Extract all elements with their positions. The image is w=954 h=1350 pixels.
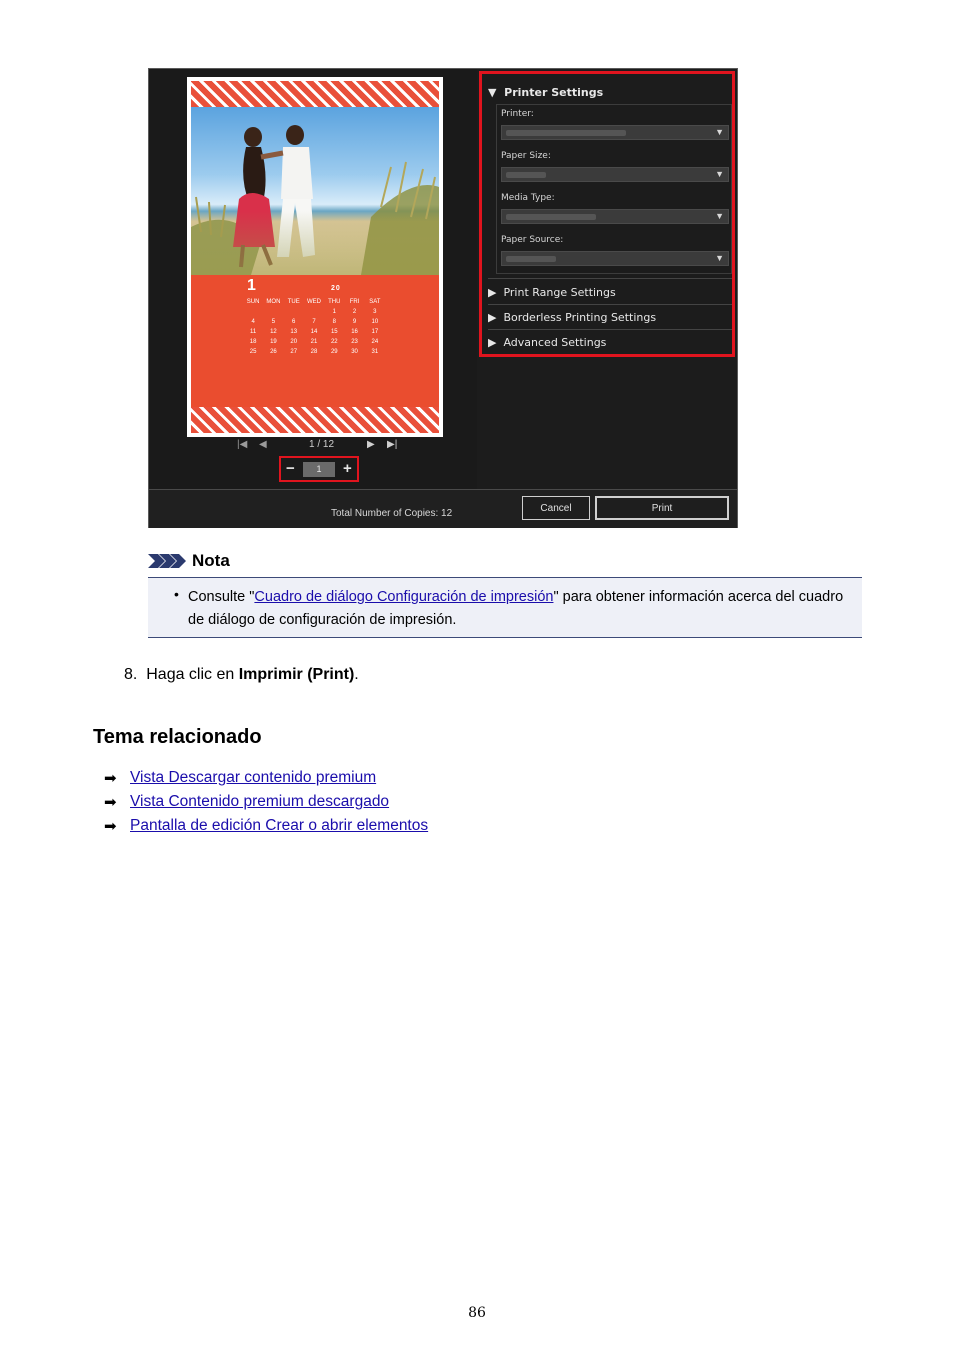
note-text <box>188 586 848 632</box>
calendar-day: 1 <box>332 309 336 315</box>
copies-stepper <box>279 456 359 482</box>
last-page-icon[interactable]: ▶| <box>387 439 398 450</box>
list-item <box>104 790 428 814</box>
calendar-day: 7 <box>312 319 316 325</box>
calendar-day: 16 <box>351 329 358 335</box>
weekday-label: WED <box>306 299 321 305</box>
step-number: 8. <box>124 666 138 683</box>
print-range-settings-header[interactable] <box>488 286 616 299</box>
calendar-day <box>263 309 283 315</box>
calendar-day: 11 <box>250 329 257 335</box>
calendar-day: 6 <box>292 319 296 325</box>
note-text-after: " para obtener información acerca del cuadro de diálogo de configuración de impresión. <box>188 589 844 628</box>
arrow-right-icon: ➡ <box>104 794 117 811</box>
first-page-icon[interactable]: |◀ <box>237 439 248 450</box>
related-links-list <box>104 766 428 838</box>
print-button[interactable]: Print <box>595 496 729 520</box>
calendar-day: 23 <box>351 339 358 345</box>
calendar-day: 27 <box>290 349 298 355</box>
related-link-download-premium[interactable]: Vista Descargar contenido premium <box>130 769 377 786</box>
weekday-label: THU <box>328 299 341 305</box>
note-heading <box>148 551 230 571</box>
weekday-label: SAT <box>369 299 381 305</box>
related-link-create-edit[interactable]: Pantalla de edición Crear o abrir elementos <box>130 817 429 834</box>
previous-page-icon[interactable]: ◀ <box>259 439 267 450</box>
note-chevrons-icon <box>148 554 186 568</box>
bullet: • <box>174 586 179 602</box>
calendar-day: 18 <box>249 339 257 345</box>
printer-label: Printer: <box>501 109 534 119</box>
copies-input[interactable]: 1 <box>303 462 335 477</box>
calendar-day: 8 <box>332 319 336 325</box>
calendar-day: 15 <box>330 329 338 335</box>
print-settings-dialog-link[interactable]: Cuadro de diálogo Configuración de impresión <box>254 589 554 605</box>
printer-select[interactable] <box>501 125 729 140</box>
arrow-right-icon: ➡ <box>104 818 117 835</box>
expanded-triangle-icon: ▼ <box>488 86 497 99</box>
list-item <box>104 814 428 838</box>
collapsed-triangle-icon: ▶ <box>488 311 497 324</box>
related-link-downloaded-premium[interactable]: Vista Contenido premium descargado <box>130 793 390 810</box>
advanced-label: Advanced Settings <box>503 336 607 349</box>
calendar-day: 4 <box>251 319 255 325</box>
divider <box>488 329 732 330</box>
media-type-select[interactable] <box>501 209 729 224</box>
printer-settings-header[interactable] <box>488 86 603 99</box>
weekday-label: FRI <box>349 299 360 305</box>
calendar-day: 28 <box>310 349 318 355</box>
page-number: 86 <box>468 1305 486 1321</box>
calendar-day <box>304 309 324 315</box>
pattern-border-bottom <box>191 407 439 433</box>
calendar-block <box>191 275 439 407</box>
step-text-before: Haga clic en <box>146 666 239 683</box>
collapsed-triangle-icon: ▶ <box>488 336 497 349</box>
weekday-label: TUE <box>287 299 300 305</box>
calendar-day: 21 <box>310 339 318 345</box>
calendar-day: 24 <box>371 339 379 345</box>
calendar-day: 5 <box>271 319 276 325</box>
calendar-day: 19 <box>270 339 277 345</box>
preview-pane <box>149 69 478 489</box>
calendar-day: 22 <box>330 339 338 345</box>
weekday-label: SUN <box>246 299 260 305</box>
settings-highlight <box>479 71 735 357</box>
calendar-day: 30 <box>351 349 358 355</box>
paper-size-select[interactable] <box>501 167 729 182</box>
advanced-settings-header[interactable] <box>488 336 606 349</box>
weekday-label: MON <box>266 299 281 305</box>
dropdown-arrow-icon: ▼ <box>715 253 724 263</box>
related-heading: Tema relacionado <box>93 726 262 748</box>
calendar-grid <box>243 299 385 355</box>
grass-overlay <box>191 195 439 275</box>
cancel-button[interactable]: Cancel <box>522 496 590 520</box>
borderless-settings-header[interactable] <box>488 311 656 324</box>
calendar-day: 14 <box>310 329 318 335</box>
borderless-label: Borderless Printing Settings <box>503 311 657 324</box>
step-8 <box>124 666 359 684</box>
calendar-page-preview <box>187 77 443 437</box>
printer-settings-panel <box>496 104 732 274</box>
dropdown-arrow-icon: ▼ <box>715 169 724 179</box>
arrow-right-icon: ➡ <box>104 770 117 787</box>
collapsed-triangle-icon: ▶ <box>488 286 497 299</box>
print-dialog-screenshot <box>148 68 738 528</box>
calendar-day <box>284 309 304 315</box>
step-text-after: . <box>354 666 359 683</box>
next-page-icon[interactable]: ▶ <box>367 439 375 450</box>
print-range-label: Print Range Settings <box>503 286 616 299</box>
media-type-label: Media Type: <box>501 193 555 203</box>
dialog-footer <box>149 489 737 528</box>
calendar-day: 31 <box>371 349 379 355</box>
total-copies-text: Total Number of Copies: 12 <box>331 508 453 519</box>
calendar-day: 2 <box>352 309 357 315</box>
step-bold: Imprimir (Print) <box>238 666 355 683</box>
printer-settings-label: Printer Settings <box>504 86 604 99</box>
calendar-day: 3 <box>373 309 377 315</box>
divider <box>488 278 732 279</box>
note-text-before: Consulte " <box>188 589 255 605</box>
couple-beach-photo <box>191 107 439 275</box>
pattern-border-top <box>191 81 439 107</box>
paper-size-label: Paper Size: <box>501 151 551 161</box>
calendar-day: 25 <box>249 349 257 355</box>
paper-source-label: Paper Source: <box>501 235 564 245</box>
calendar-month: 1 <box>247 277 256 294</box>
divider <box>488 304 732 305</box>
calendar-day: 29 <box>330 349 338 355</box>
dropdown-arrow-icon: ▼ <box>715 211 724 221</box>
increase-copies-button[interactable]: + <box>343 460 352 477</box>
note-box <box>148 577 862 638</box>
calendar-day: 26 <box>270 349 277 355</box>
decrease-copies-button[interactable]: − <box>286 460 295 477</box>
dropdown-arrow-icon: ▼ <box>715 127 724 137</box>
calendar-day <box>243 309 263 315</box>
calendar-day: 9 <box>352 319 357 325</box>
page-navigation <box>149 439 477 453</box>
calendar-day: 17 <box>371 329 379 335</box>
calendar-year: 20 <box>331 285 341 292</box>
calendar-day: 13 <box>290 329 298 335</box>
calendar-day: 20 <box>290 339 298 345</box>
calendar-day: 10 <box>371 319 379 325</box>
page-indicator: 1 / 12 <box>309 439 335 450</box>
settings-pane <box>477 69 737 489</box>
list-item <box>104 766 428 790</box>
calendar-day: 12 <box>270 329 277 335</box>
note-title: Nota <box>192 551 230 570</box>
paper-source-select[interactable] <box>501 251 729 266</box>
